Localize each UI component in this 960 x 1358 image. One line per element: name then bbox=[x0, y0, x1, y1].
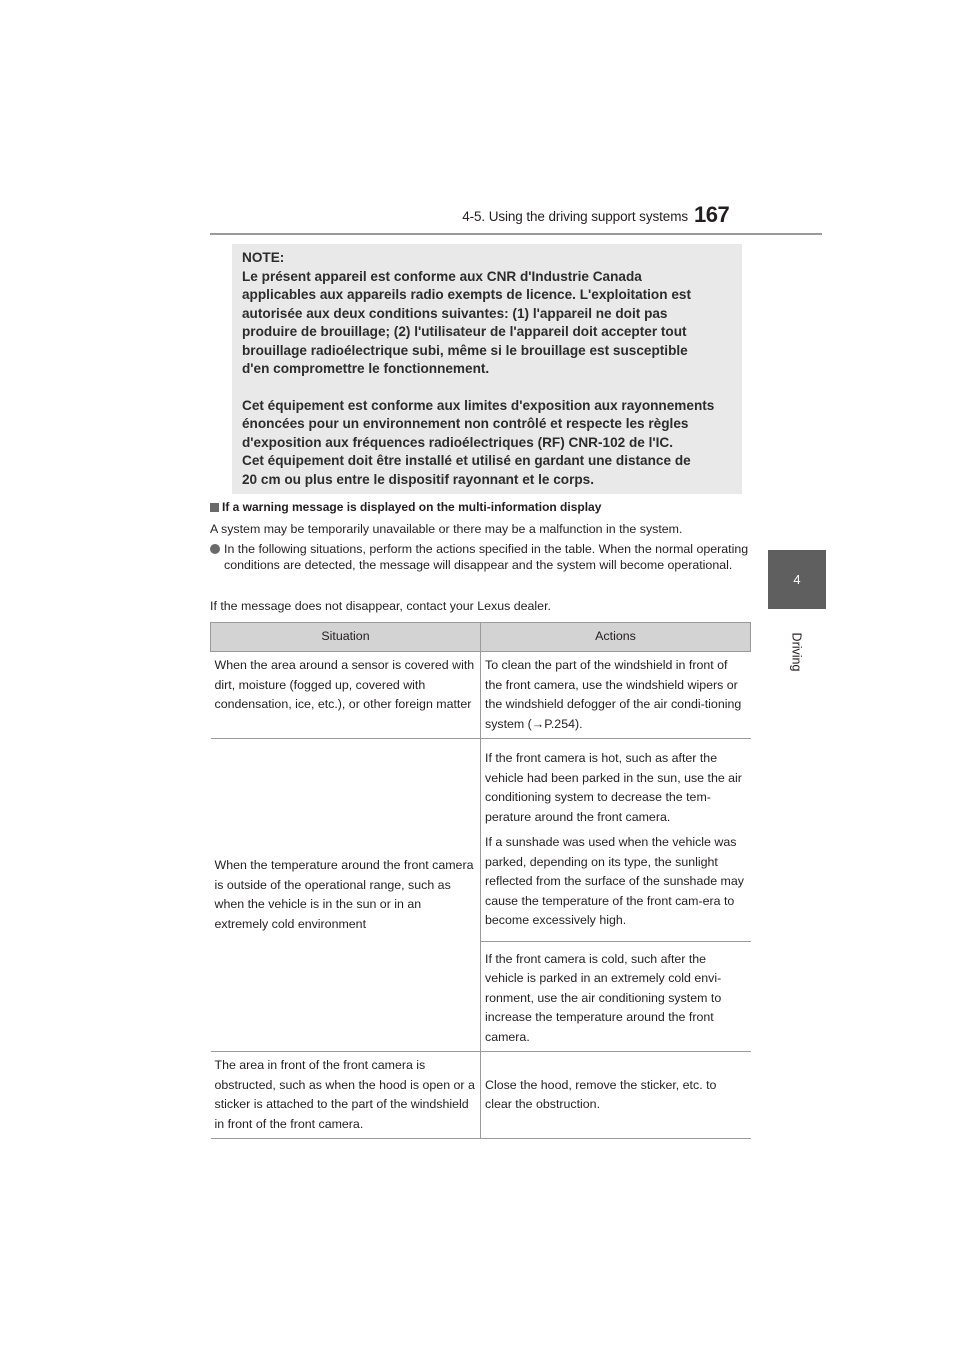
situation-cell: When the temperature around the front camera is outside of the operational range, such as when the vehicle is in the sun or in an extremely cold environment bbox=[211, 739, 481, 1052]
table-header-row bbox=[211, 623, 751, 652]
notice-line: produire de brouillage; (2) l'utilisateur de l'appareil doit accepter tout bbox=[242, 324, 687, 339]
situation-actions-table bbox=[210, 622, 751, 1139]
chapter-number: 4 bbox=[793, 572, 801, 587]
chapter-tab bbox=[768, 550, 826, 609]
notice-line: autorisée aux deux conditions suivantes: (1) l'appareil ne doit pas bbox=[242, 305, 668, 321]
action-item: If the front camera is hot, such as after the vehicle had been parked in the sun, use the air conditioning system to decrease the tem-perature around the front camera. bbox=[485, 751, 742, 824]
regulatory-notice bbox=[232, 244, 742, 494]
warning-heading bbox=[210, 499, 770, 515]
actions-cell: Close the hood, remove the sticker, etc. to clear the obstruction. bbox=[481, 1052, 751, 1139]
situation-cell: The area in front of the front camera is obstructed, such as when the hood is open or a sticker is attached to the part of the windshield in front of the front camera. bbox=[211, 1052, 481, 1139]
notice-line: brouillage radioélectrique subi, même si le brouillage est susceptible bbox=[242, 342, 688, 358]
table-row bbox=[211, 1052, 751, 1139]
notice-line: d'exposition aux fréquences radioélectriques (RF) CNR-102 de l'IC. bbox=[242, 434, 673, 450]
header-divider bbox=[210, 233, 822, 235]
notice-line: énoncées pour un environnement non contrôlé et respecte les règles bbox=[242, 416, 689, 431]
notice-line: Cet équipement est conforme aux limites d'exposition aux rayonnements bbox=[242, 397, 715, 413]
chapter-label-text: Driving bbox=[789, 632, 803, 672]
header-situation: Situation bbox=[211, 623, 481, 652]
notice-line: 20 cm ou plus entre le dispositif rayonnant et le corps. bbox=[242, 471, 595, 487]
table-row bbox=[211, 652, 751, 739]
section-title: 4-5. Using the driving support systems bbox=[462, 209, 688, 224]
intro-text: A system may be temporarily unavailable or there may be a malfunction in the system. bbox=[210, 522, 683, 536]
header-actions: Actions bbox=[481, 623, 751, 652]
warning-heading-text: If a warning message is displayed on the multi-information display bbox=[222, 500, 602, 514]
circle-bullet-icon bbox=[210, 544, 220, 554]
bullet-text: In the following situations, perform the actions specified in the table. When the normal operating conditions are detected, the message will disappear and the system will become operational. bbox=[224, 542, 749, 572]
contact-text: If the message does not disappear, contact your Lexus dealer. bbox=[210, 599, 551, 613]
actions-cell: To clean the part of the windshield in front of the front camera, use the windshield wipers or the windshield defogger of the air condi-tioning system (→P.254). bbox=[481, 652, 751, 739]
notice-line: applicables aux appareils radio exempts de licence. L'exploitation est bbox=[242, 287, 691, 302]
page-number: 167 bbox=[694, 202, 730, 227]
notice-line: Cet équipement doit être installé et utilisé en gardant une distance de bbox=[242, 453, 691, 468]
notice-title: NOTE: bbox=[242, 250, 285, 265]
square-bullet-icon bbox=[210, 503, 219, 512]
notice-line: d'en compromettre le fonctionnement. bbox=[242, 361, 490, 376]
action-item: If a sunshade was used when the vehicle was parked, depending on its type, the sunlight reflected from the surface of the sunshade may cause the temperature of the front cam-era to become excessively high. bbox=[485, 835, 744, 927]
notice-line: Le présent appareil est conforme aux CNR d'Industrie Canada bbox=[242, 268, 642, 284]
situation-cell: When the area around a sensor is covered with dirt, moisture (fogged up, covered with condensation, ice, etc.), or other foreign matter bbox=[211, 652, 481, 739]
chapter-label bbox=[766, 622, 826, 682]
notice-gap bbox=[242, 379, 732, 397]
actions-cell bbox=[481, 739, 751, 1052]
table-row bbox=[211, 739, 751, 1052]
action-item: If the front camera is cold, such after the vehicle is parked in an extremely cold envi-ronment, use the air conditioning system to increase the temperature around the front camera. bbox=[481, 941, 751, 1048]
